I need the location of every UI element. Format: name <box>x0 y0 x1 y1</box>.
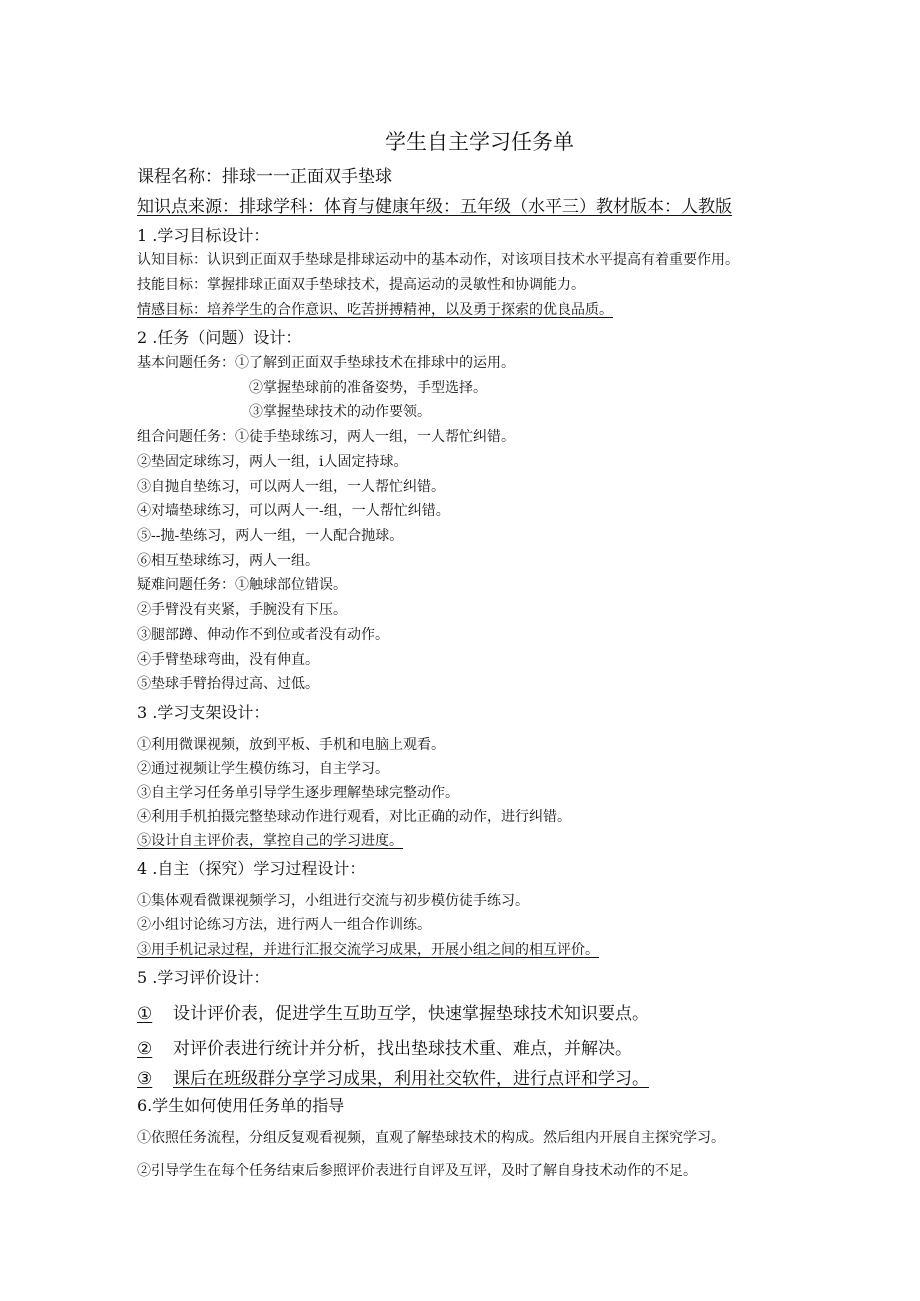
guide-2: ②引导学生在每个任务结束后参照评价表进行自评及互评，及时了解自身技术动作的不足。 <box>137 1163 697 1179</box>
hard-task-2: ②手臂没有夹紧，手腕没有下压。 <box>137 602 347 618</box>
combo-task-2: ②垫固定球练习，两人一组，i人固定持球。 <box>137 454 408 470</box>
basic-task-1: 基本问题任务：①了解到正面双手垫球技术在排球中的运用。 <box>137 355 515 371</box>
basic-task-3: ③掌握垫球技术的动作要领。 <box>249 404 431 420</box>
scaffold-3: ③自主学习任务单引导学生逐步理解垫球完整动作。 <box>137 785 459 801</box>
hard-task-3: ③腿部蹲、伸动作不到位或者没有动作。 <box>137 627 389 643</box>
section-3-heading: 3 .学习支架设计： <box>137 703 270 722</box>
evaluation-2-number: ② <box>137 1039 153 1059</box>
scaffold-2: ②通过视频让学生模仿练习，自主学习。 <box>137 761 389 777</box>
section-6-heading: 6.学生如何使用任务单的指导 <box>137 1096 345 1115</box>
goal-emotion: 情感目标：培养学生的合作意识、吃苦拼搏精神，以及勇于探索的优良品质。 <box>137 302 613 318</box>
combo-task-1: 组合问题任务：①徒手垫球练习，两人一组，一人帮忙纠错。 <box>137 429 515 445</box>
section-2-heading: 2 .任务（问题）设计： <box>137 328 302 347</box>
evaluation-3-text: 课后在班级群分享学习成果，利用社交软件，进行点评和学习。 <box>173 1069 649 1089</box>
process-3: ③用手机记录过程，并进行汇报交流学习成果，开展小组之间的相互评价。 <box>137 942 599 958</box>
evaluation-1-text: 设计评价表，促进学生互助互学，快速掌握垫球技术知识要点。 <box>173 1004 649 1024</box>
hard-task-4: ④手臂垫球弯曲，没有伸直。 <box>137 652 319 668</box>
guide-1: ①依照任务流程，分组反复观看视频，直观了解垫球技术的构成。然后组内开展自主探究学习。 <box>137 1130 725 1146</box>
combo-task-4: ④对墙垫球练习，可以两人一-组，一人帮忙纠错。 <box>137 503 450 519</box>
combo-task-5: ⑤--抛-垫练习，两人一组，一人配合抛球。 <box>137 528 404 544</box>
evaluation-2 <box>137 1034 632 1059</box>
hard-task-1: 疑难问题任务：①触球部位错误。 <box>137 577 347 593</box>
evaluation-1 <box>137 999 649 1024</box>
knowledge-source: 知识点来源：排球学科：体育与健康年级：五年级（水平三）教材版本：人教版 <box>137 197 732 217</box>
evaluation-3 <box>137 1064 649 1089</box>
page-title: 学生自主学习任务单 <box>385 130 574 154</box>
combo-task-6: ⑥相互垫球练习，两人一组。 <box>137 553 319 569</box>
evaluation-2-text: 对评价表进行统计并分析，找出垫球技术重、难点，并解决。 <box>173 1039 632 1059</box>
section-1-heading: 1 .学习目标设计： <box>137 226 270 245</box>
section-4-heading: 4 .自主（探究）学习过程设计： <box>137 859 366 878</box>
evaluation-1-number: ① <box>137 1004 153 1024</box>
combo-task-3: ③自抛自垫练习，可以两人一组，一人帮忙纠错。 <box>137 479 445 495</box>
basic-task-2: ②掌握垫球前的准备姿势，手型选择。 <box>249 380 487 396</box>
evaluation-3-number: ③ <box>137 1069 153 1089</box>
goal-skill: 技能目标：掌握排球正面双手垫球技术，提高运动的灵敏性和协调能力。 <box>137 277 585 293</box>
course-name: 课程名称：排球一一正面双手垫球 <box>137 167 392 187</box>
scaffold-4: ④利用手机拍摄完整垫球动作进行观看，对比正确的动作，进行纠错。 <box>137 809 571 825</box>
process-2: ②小组讨论练习方法，进行两人一组合作训练。 <box>137 917 431 933</box>
process-1: ①集体观看微课视频学习，小组进行交流与初步模仿徒手练习。 <box>137 893 529 909</box>
section-5-heading: 5 .学习评价设计： <box>137 968 270 987</box>
hard-task-5: ⑤垫球手臂抬得过高、过低。 <box>137 676 319 692</box>
goal-cognitive: 认知目标：认识到正面双手垫球是排球运动中的基本动作，对该项目技术水平提高有着重要作用。 <box>137 252 739 268</box>
scaffold-1: ①利用微课视频，放到平板、手机和电脑上观看。 <box>137 737 445 753</box>
scaffold-5: ⑤设计自主评价表，掌控自己的学习进度。 <box>137 833 403 849</box>
